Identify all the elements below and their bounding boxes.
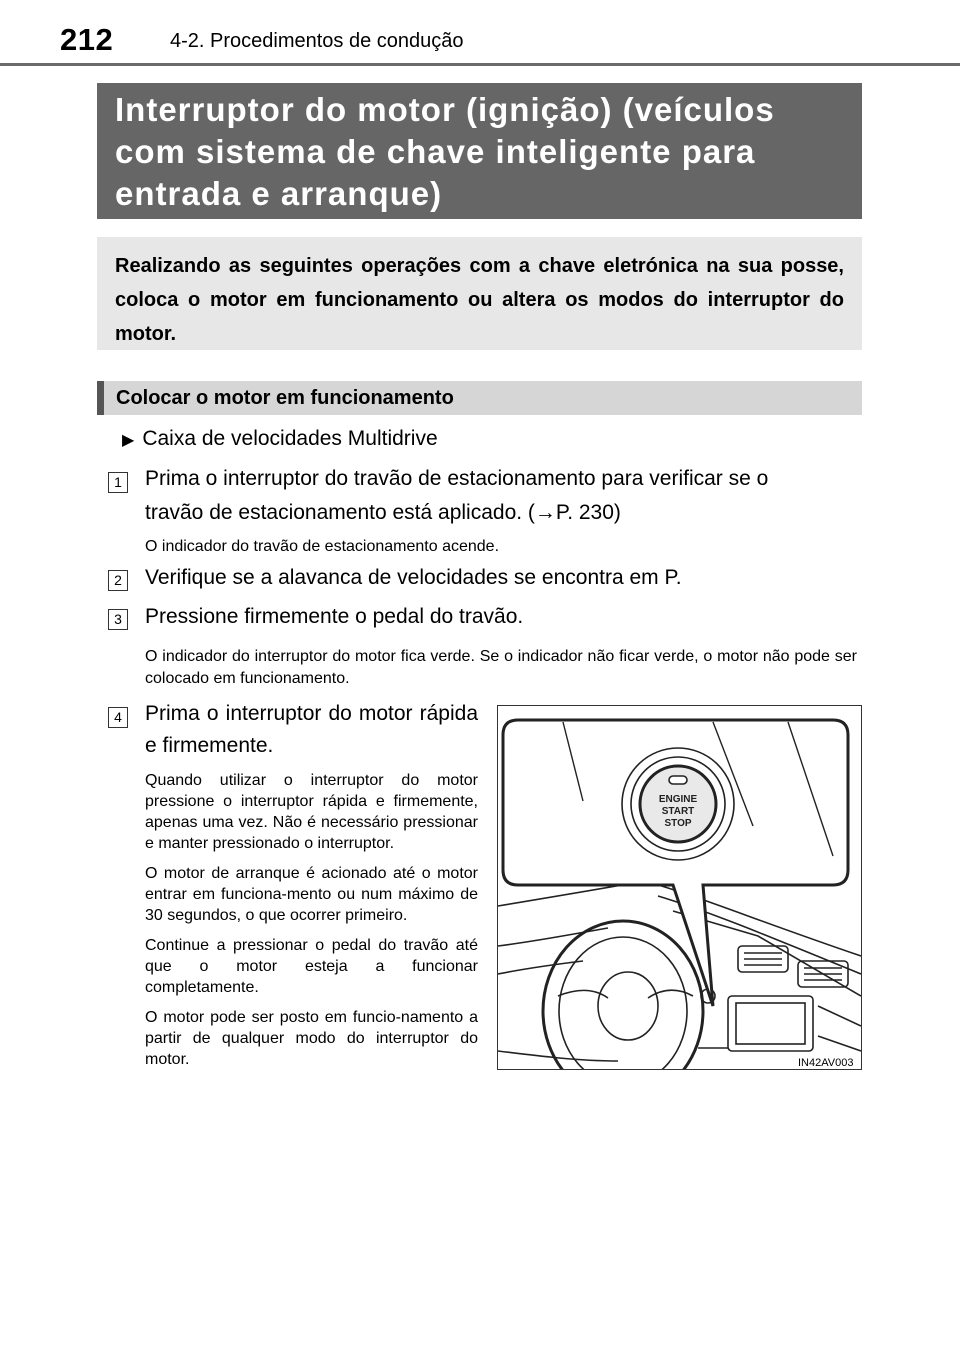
subheading: Colocar o motor em funcionamento: [97, 381, 862, 415]
step-4-note: Continue a pressionar o pedal do travão até que o motor esteja a funcionar completamente.: [145, 937, 478, 996]
step-4-note: Quando utilizar o interruptor do motor pressione o interruptor rápida e firmemente, apenas uma vez. Não é necessário pressionar e manter pressionado o interruptor.: [145, 772, 478, 852]
title-line: entrada e arranque): [115, 175, 443, 212]
page-number: 212: [60, 22, 114, 57]
triangle-bullet-icon: ▶: [122, 432, 135, 449]
step-4-note: O motor de arranque é acionado até o motor entrar em funciona-mento ou num máximo de 30 segundos, o que ocorrer primeiro.: [145, 865, 478, 924]
title-line: Interruptor do motor (ignição) (veículos: [115, 91, 775, 128]
step-number-4: 4: [108, 707, 128, 728]
title-line: com sistema de chave inteligente para: [115, 133, 756, 170]
variant-heading: [122, 427, 438, 451]
engine-switch-illustration: [497, 705, 862, 1070]
step-3-text: Pressione firmemente o pedal do travão.: [145, 605, 524, 628]
button-label-line: STOP: [664, 818, 692, 829]
step-2-text: Verifique se a alavanca de velocidades se encontra em P.: [145, 566, 682, 589]
step-4-note: O motor pode ser posto em funcio-namento a partir de qualquer modo do interruptor do motor.: [145, 1009, 478, 1068]
step-number-1: 1: [108, 472, 128, 493]
illustration-drawing: [498, 706, 861, 1069]
step-1-line: travão de estacionamento está aplicado. (→P. 230): [145, 501, 621, 524]
step-3-note: O indicador do interruptor do motor fica verde. Se o indicador não ficar verde, o motor não pode ser colocado em funcionamento.: [145, 648, 857, 687]
step-4-text: Prima o interruptor do motor rápida e firmemente.: [145, 702, 478, 757]
button-label-line: START: [661, 806, 695, 817]
step-4-notes: [145, 770, 478, 1070]
button-label-line: ENGINE: [658, 794, 698, 805]
step-1-text: [145, 462, 865, 530]
step-1-note: O indicador do travão de estacionamento acende.: [145, 538, 500, 555]
page-title: [97, 83, 862, 219]
figure-code: IN42AV003: [798, 1057, 854, 1069]
section-label: 4-2. Procedimentos de condução: [170, 30, 464, 52]
header-rule: [0, 63, 960, 66]
step-number-3: 3: [108, 609, 128, 630]
variant-label: Caixa de velocidades Multidrive: [142, 427, 438, 450]
step-number-2: 2: [108, 570, 128, 591]
intro-box: [97, 237, 862, 350]
intro-text: Realizando as seguintes operações com a chave eletrónica na sua posse, coloca o motor em funcionamento ou altera os modos do interruptor do motor.: [115, 255, 844, 345]
step-1-line: Prima o interruptor do travão de estacionamento para verificar se o: [145, 467, 769, 490]
